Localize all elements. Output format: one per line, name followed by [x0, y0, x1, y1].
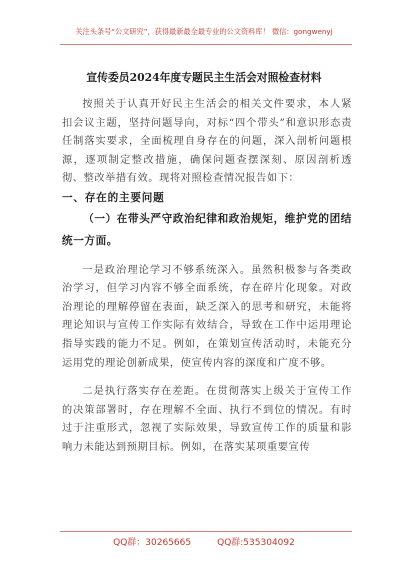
- subsection-heading-political-discipline: （一）在带头严守政治纪律和政治规矩，维护党的团结统一方面。: [62, 212, 352, 247]
- intro-paragraph: 按照关于认真开好民主生活会的相关文件要求，本人紧扣会议主题，坚持问题导向，对标“四个带头”和意识形态责任制落实要求，全面梳理自身存在的问题，深入剖析问题根源，逐项制定整改措施，确保问题查摆深刻、原因剖析透彻、整改举措有效。现将对照检查情况报告如下：: [62, 99, 352, 185]
- document-title: 宣传委员2024年度专题民主生活会对照检查材料: [86, 71, 322, 84]
- footer-contact: [0, 535, 408, 548]
- header-divider: [60, 44, 352, 45]
- footer-qq-group-1: QQ群：30265665: [113, 538, 192, 548]
- footer-qq-group-2: QQ群:535304092: [217, 538, 295, 548]
- document-body: [62, 96, 352, 458]
- header-promo-note: 关注头条号“公文研究”，获得最新最全最专业的公文资料库！ 微信：gongwenyj: [75, 27, 333, 36]
- section-heading-problems: 一、存在的主要问题: [62, 191, 165, 204]
- paragraph-execution-gap: 二是执行落实存在差距。在贯彻落实上级关于宣传工作的决策部署时，存在理解不全面、执行不到位的情况。有时过于注重形式，忽视了实际效果，导致宣传工作的质量和影响力未能达到预期目标。例如，在落实某项重要宣传: [62, 386, 352, 453]
- paragraph-theory-study: 一是政治理论学习不够系统深入。虽然积极参与各类政治学习，但学习内容不够全面系统，存在碎片化现象。对政治理论的理解停留在表面，缺乏深入的思考和研究，未能将理论知识与宣传工作实际有效结合，导致在工作中运用理论指导实践的能力不足。例如，在策划宣传活动时，未能充分运用党的理论创新成果，使宣传内容的深度和广度不够。: [62, 264, 352, 369]
- footer-divider: [60, 531, 352, 532]
